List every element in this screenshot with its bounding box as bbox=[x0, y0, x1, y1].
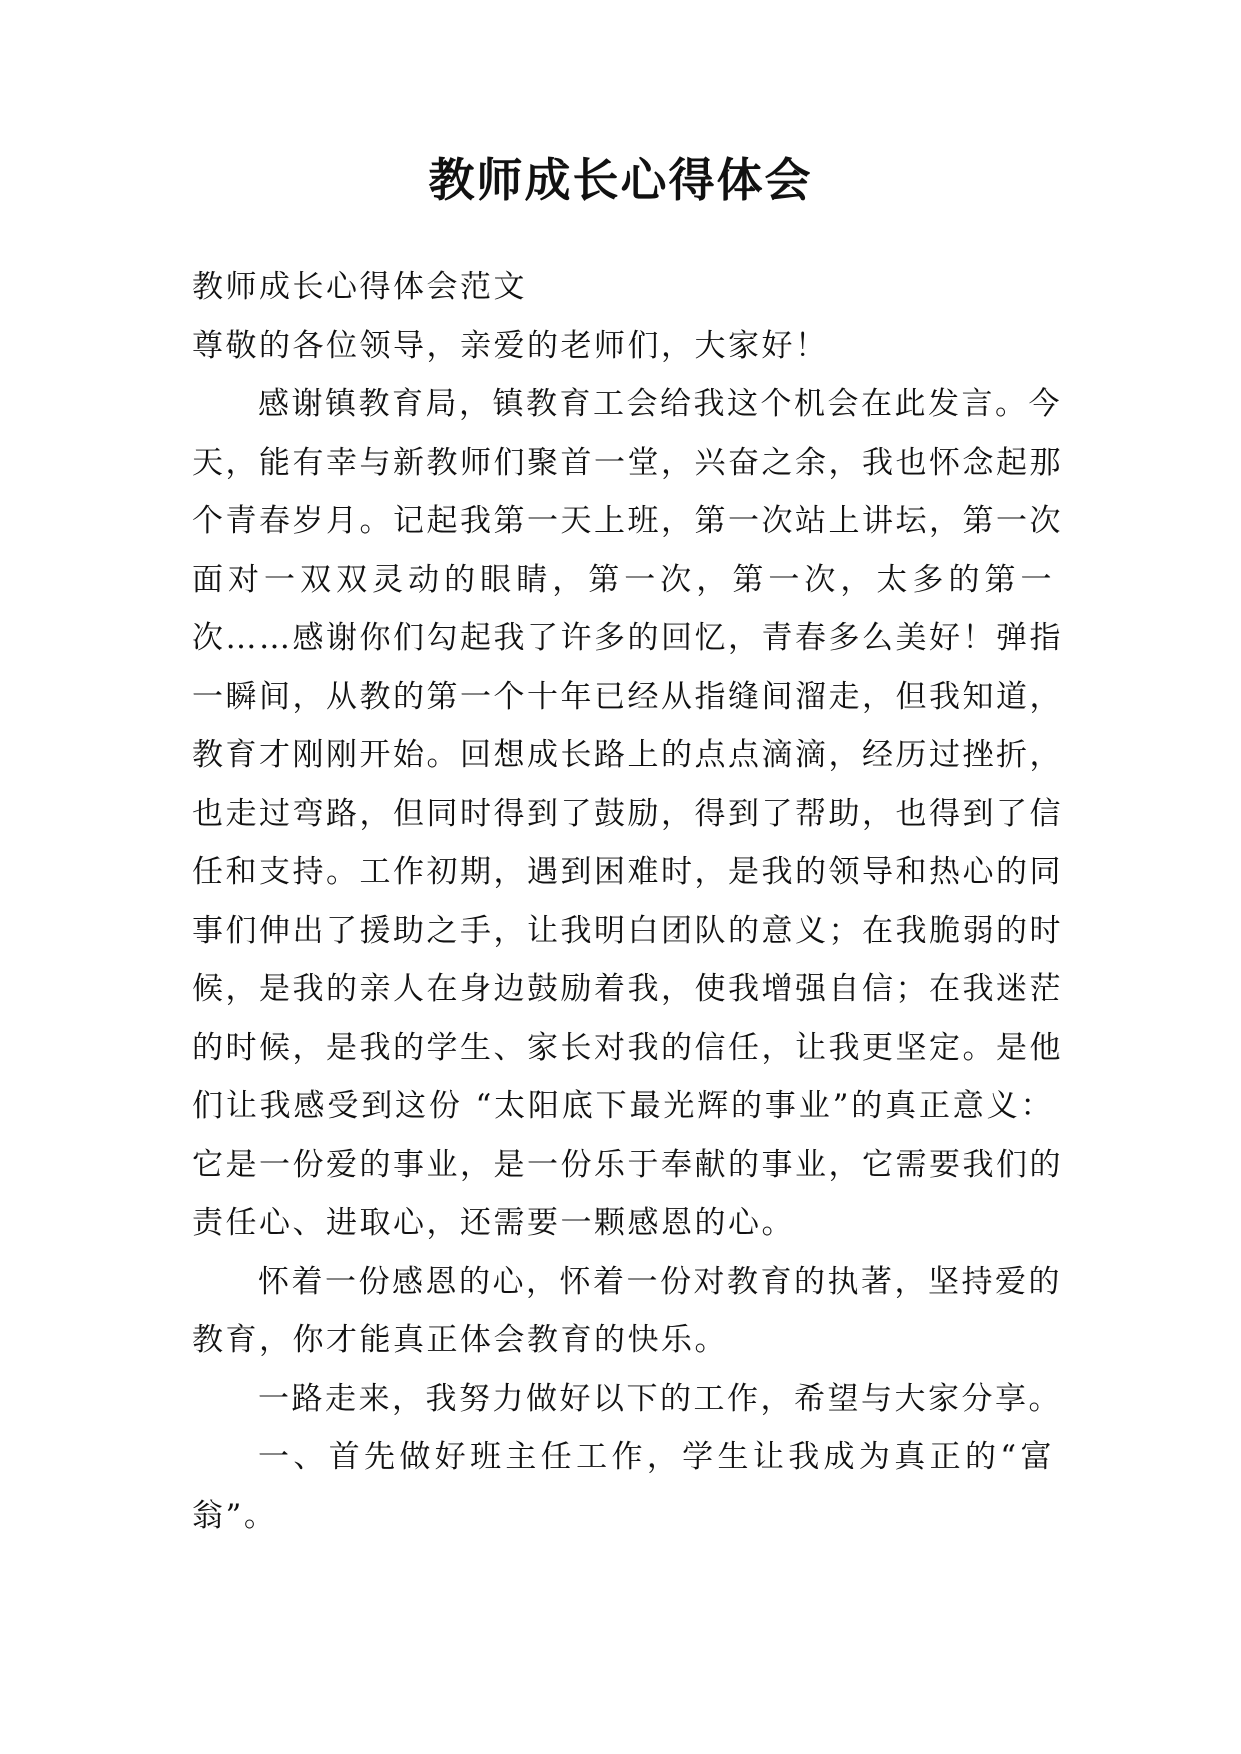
text-line: 怀着一份感恩的心，怀着一份对教育的执著，坚持爱的 bbox=[258, 1263, 1062, 1300]
text-line: 教师成长心得体会范文 bbox=[192, 269, 527, 305]
text-line: 教育，你才能真正体会教育的快乐。 bbox=[192, 1322, 728, 1358]
text-line: 责任心、进取心，还需要一颗感恩的心。 bbox=[192, 1205, 795, 1241]
text-line: 任和支持。工作初期，遇到困难时，是我的领导和热心的同 bbox=[192, 854, 1063, 890]
text-line: 候，是我的亲人在身边鼓励着我，使我增强自信；在我迷茫 bbox=[192, 971, 1063, 1007]
document-body bbox=[192, 258, 1063, 1545]
text-line: 感谢镇教育局，镇教育工会给我这个机会在此发言。今 bbox=[258, 386, 1062, 422]
text-line: 一、首先做好班主任工作，学生让我成为真正的“富 bbox=[258, 1439, 1054, 1475]
text-line: 也走过弯路，但同时得到了鼓励，得到了帮助，也得到了信 bbox=[192, 795, 1063, 832]
text-line: 事们伸出了援助之手，让我明白团队的意义；在我脆弱的时 bbox=[192, 912, 1063, 949]
text-line: 它是一份爱的事业，是一份乐于奉献的事业，它需要我们的 bbox=[192, 1146, 1063, 1183]
text-line: 教育才刚刚开始。回想成长路上的点点滴滴，经历过挫折， bbox=[192, 737, 1063, 773]
text-line: 天，能有幸与新教师们聚首一堂，兴奋之余，我也怀念起那 bbox=[192, 444, 1063, 481]
text-line: 的时候，是我的学生、家长对我的信任，让我更坚定。是他 bbox=[192, 1029, 1063, 1066]
text-line: 一瞬间，从教的第一个十年已经从指缝间溜走，但我知道， bbox=[192, 678, 1063, 715]
text-line: 翁”。 bbox=[192, 1497, 278, 1534]
text-line: 次……感谢你们勾起我了许多的回忆，青春多么美好！弹指 bbox=[192, 620, 1063, 656]
text-line: 们让我感受到这份 “太阳底下最光辉的事业”的真正意义： bbox=[192, 1088, 1054, 1124]
document-title: 教师成长心得体会 bbox=[428, 153, 813, 207]
text-line: 面对一双双灵动的眼睛，第一次，第一次，太多的第一 bbox=[192, 561, 1054, 598]
text-line: 个青春岁月。记起我第一天上班，第一次站上讲坛，第一次 bbox=[192, 503, 1063, 539]
text-line: 尊敬的各位领导，亲爱的老师们，大家好！ bbox=[192, 327, 829, 364]
text-line: 一路走来，我努力做好以下的工作，希望与大家分享。 bbox=[258, 1380, 1062, 1417]
